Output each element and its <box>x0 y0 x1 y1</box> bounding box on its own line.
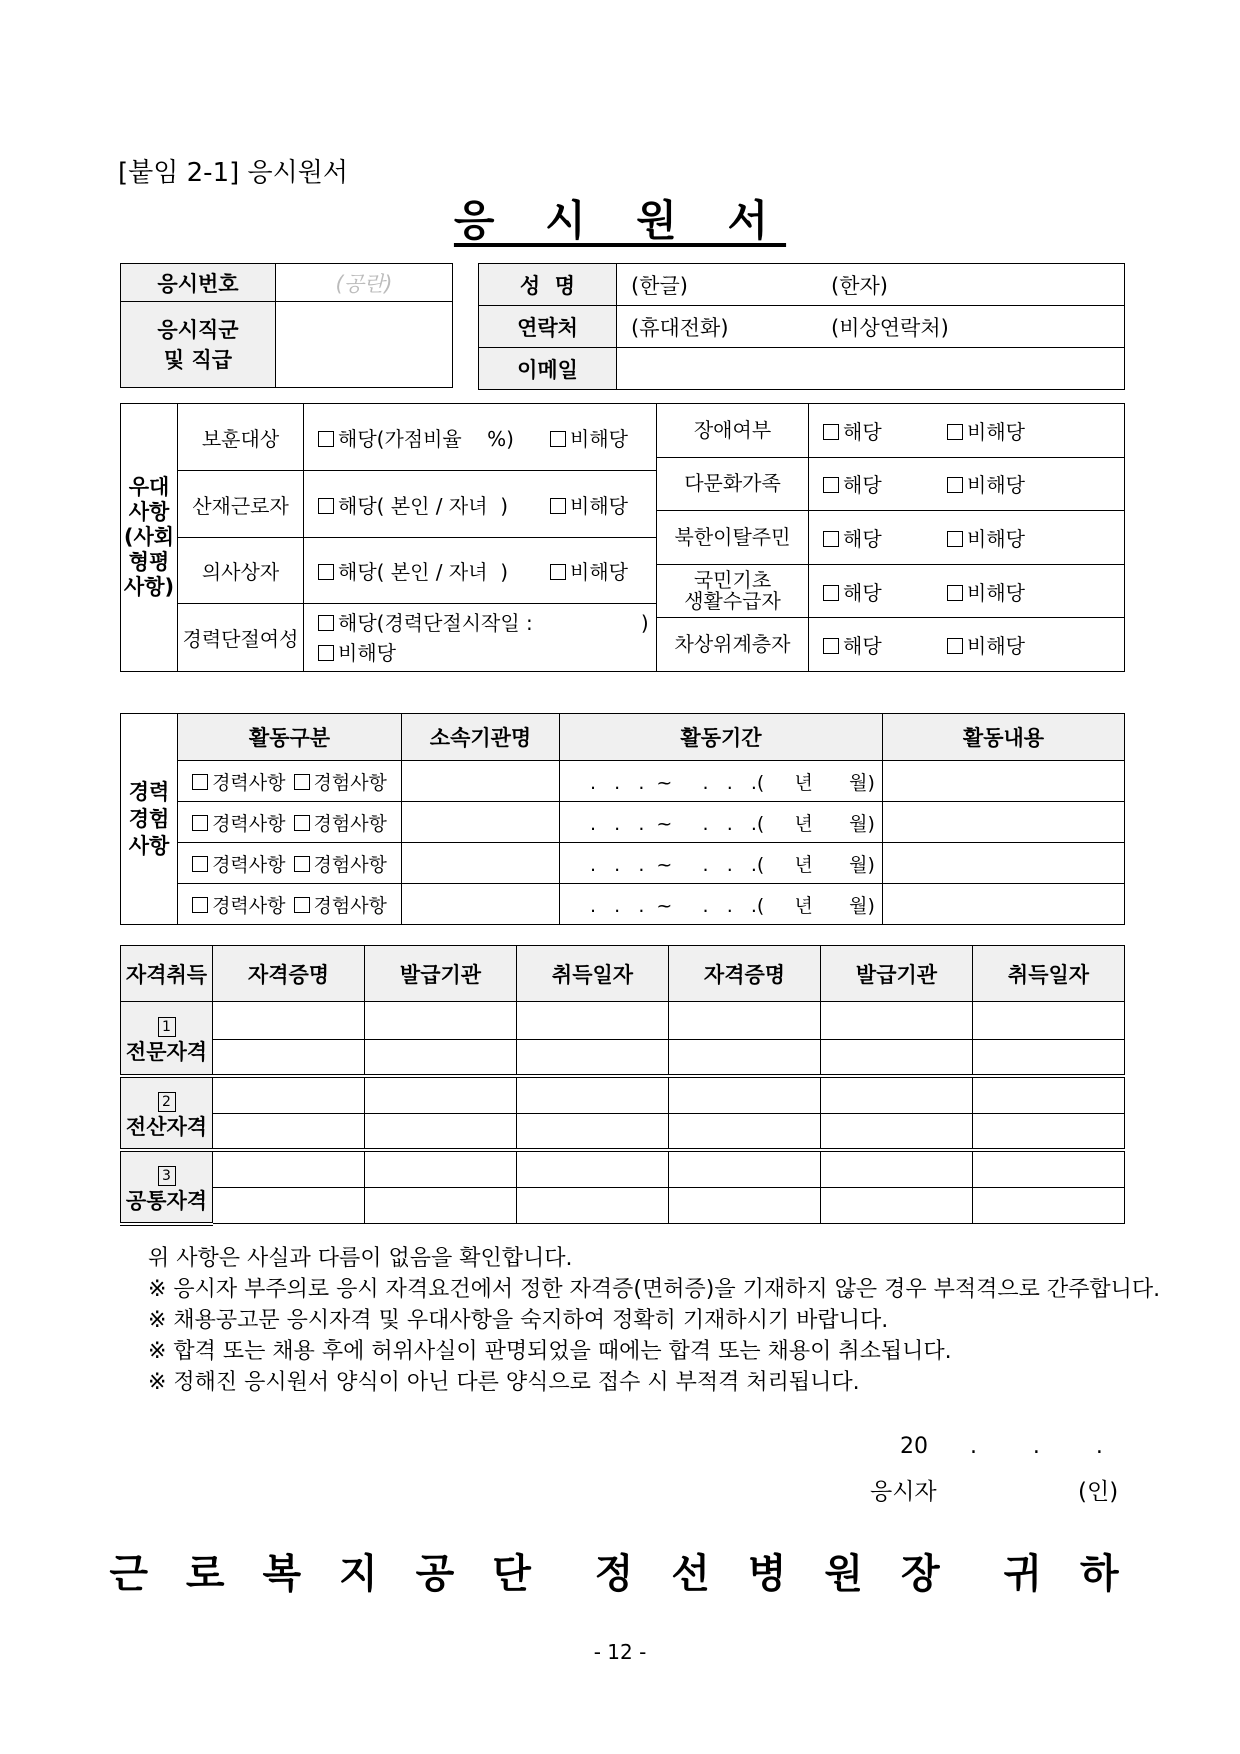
qualification-field[interactable] <box>517 1002 669 1040</box>
preference-left-options <box>304 604 657 672</box>
preference-right-label: 북한이탈주민 <box>657 511 809 565</box>
qualification-header: 취득일자 <box>517 946 669 1002</box>
qualification-field[interactable] <box>517 1114 669 1150</box>
qualification-field[interactable] <box>365 1002 517 1040</box>
checkbox-icon[interactable] <box>947 477 963 493</box>
career-row <box>121 884 1125 925</box>
career-option[interactable] <box>192 768 285 795</box>
applicable-option-label: 해당 <box>843 473 882 498</box>
period-field[interactable]: . . . ~ . . .( 년 월) <box>560 761 883 802</box>
organization-field[interactable] <box>402 843 560 884</box>
organization-field[interactable] <box>402 761 560 802</box>
qualification-table <box>120 945 1125 1226</box>
contact-mobile: (휴대전화) <box>631 315 729 340</box>
preference-side-label: 우대 사항 (사회 형평 사항) <box>121 404 178 672</box>
exam-no-field[interactable]: (공란) <box>276 264 453 302</box>
page-title-wrap <box>0 188 1240 248</box>
contact-field[interactable] <box>617 306 1125 348</box>
checkbox-icon[interactable] <box>823 531 839 547</box>
preference-table-right <box>656 403 1125 672</box>
applicable-option[interactable] <box>823 630 947 659</box>
applicable-option-label: 해당(경력단절시작일 : ) <box>338 610 649 635</box>
checkbox-icon[interactable] <box>294 774 310 790</box>
qualification-field[interactable] <box>821 1040 973 1076</box>
qualification-field[interactable] <box>517 1150 669 1188</box>
email-field[interactable] <box>617 348 1125 390</box>
qualification-field[interactable] <box>669 1076 821 1114</box>
checkbox-icon[interactable] <box>550 564 566 580</box>
qualification-field[interactable] <box>365 1188 517 1224</box>
preference-right-options <box>809 457 1125 511</box>
email-label: 이메일 <box>479 348 617 390</box>
seal-label: (인) <box>1078 1479 1119 1505</box>
applicable-option[interactable] <box>823 577 947 606</box>
qualification-field[interactable] <box>365 1040 517 1076</box>
qualification-field[interactable] <box>973 1114 1125 1150</box>
qualification-field[interactable] <box>973 1002 1125 1040</box>
activity-content-field[interactable] <box>883 802 1125 843</box>
experience-option[interactable] <box>294 768 387 795</box>
preference-right-label: 차상위계층자 <box>657 618 809 672</box>
checkbox-icon[interactable] <box>823 585 839 601</box>
qualification-field[interactable] <box>365 1150 517 1188</box>
career-option-label: 경력사항 <box>212 853 286 876</box>
qualification-field[interactable] <box>669 1188 821 1224</box>
preference-left-label: 경력단절여성 <box>178 604 304 672</box>
experience-option[interactable] <box>294 891 387 918</box>
preference-left-options <box>304 471 657 538</box>
name-korean: (한글) <box>631 273 688 298</box>
qualification-header: 자격증명 <box>213 946 365 1002</box>
preference-right-options <box>809 564 1125 618</box>
qualification-field[interactable] <box>213 1076 365 1114</box>
qualification-field[interactable] <box>213 1150 365 1188</box>
qualification-field[interactable] <box>517 1040 669 1076</box>
experience-option[interactable] <box>294 850 387 877</box>
applicable-option[interactable] <box>318 608 649 638</box>
not-applicable-option-label: 비해당 <box>338 640 396 665</box>
period-field[interactable]: . . . ~ . . .( 년 월) <box>560 884 883 925</box>
applicable-option-label: 해당 <box>843 526 882 551</box>
not-applicable-option-label: 비해당 <box>967 580 1025 605</box>
not-applicable-option-label: 비해당 <box>570 560 628 584</box>
qualification-field[interactable] <box>213 1114 365 1150</box>
notes-block <box>148 1243 1160 1398</box>
experience-option-label: 경험사항 <box>313 812 387 835</box>
qualification-field[interactable] <box>973 1076 1125 1114</box>
qualification-group-label <box>121 1002 213 1076</box>
preference-left-label: 산재근로자 <box>178 471 304 538</box>
applicable-option-label: 해당( 본인 / 자녀 ) <box>338 560 509 584</box>
preference-right-options <box>809 404 1125 458</box>
job-label-line2: 및 직급 <box>163 347 233 372</box>
qualification-field[interactable] <box>517 1188 669 1224</box>
qualification-field[interactable] <box>669 1002 821 1040</box>
career-option-label: 경력사항 <box>212 771 286 794</box>
not-applicable-option-label: 비해당 <box>570 426 628 451</box>
qualification-field[interactable] <box>213 1002 365 1040</box>
qualification-header: 발급기관 <box>365 946 517 1002</box>
qualification-field[interactable] <box>973 1040 1125 1076</box>
qualification-field[interactable] <box>821 1114 973 1150</box>
career-option[interactable] <box>192 850 285 877</box>
name-field[interactable] <box>617 264 1125 306</box>
checkbox-icon[interactable] <box>294 897 310 913</box>
organization-field[interactable] <box>402 884 560 925</box>
activity-content-field[interactable] <box>883 761 1125 802</box>
not-applicable-option[interactable] <box>947 523 1025 552</box>
checkbox-icon[interactable] <box>947 424 963 440</box>
qualification-field[interactable] <box>365 1114 517 1150</box>
experience-option-label: 경험사항 <box>313 853 387 876</box>
checkbox-icon[interactable] <box>823 638 839 654</box>
qualification-field[interactable] <box>669 1114 821 1150</box>
exam-no-label: 응시번호 <box>121 264 276 302</box>
career-header: 활동내용 <box>883 714 1125 761</box>
experience-option[interactable] <box>294 809 387 836</box>
checkbox-icon[interactable] <box>318 615 334 631</box>
applicable-option[interactable] <box>823 523 947 552</box>
signer-label: 응시자 <box>870 1479 937 1505</box>
not-applicable-option[interactable] <box>318 638 396 668</box>
period-field[interactable]: . . . ~ . . .( 년 월) <box>560 843 883 884</box>
not-applicable-option[interactable] <box>550 490 628 519</box>
not-applicable-option[interactable] <box>947 469 1025 498</box>
applicable-option[interactable] <box>318 490 550 519</box>
activity-type-cell <box>178 802 402 843</box>
qualification-field[interactable] <box>973 1150 1125 1188</box>
checkbox-icon[interactable] <box>550 498 566 514</box>
experience-option-label: 경험사항 <box>313 771 387 794</box>
activity-type-cell <box>178 884 402 925</box>
qualification-field[interactable] <box>365 1076 517 1114</box>
checkbox-icon[interactable] <box>192 815 208 831</box>
not-applicable-option[interactable] <box>947 416 1025 445</box>
career-option[interactable] <box>192 891 285 918</box>
qualification-group-label <box>121 1150 213 1224</box>
checkbox-icon[interactable] <box>192 774 208 790</box>
preference-left-label: 의사상자 <box>178 538 304 604</box>
checkbox-icon[interactable] <box>192 856 208 872</box>
experience-option-label: 경험사항 <box>313 894 387 917</box>
not-applicable-option-label: 비해당 <box>967 634 1025 659</box>
career-side-label: 경력 경험 사항 <box>121 714 178 925</box>
checkbox-icon[interactable] <box>294 856 310 872</box>
applicable-option-label: 해당(가점비율 %) <box>338 426 514 451</box>
qualification-header-label: 자격취득 <box>121 946 213 1002</box>
qualification-group-label <box>121 1076 213 1150</box>
career-header: 소속기관명 <box>402 714 560 761</box>
career-row <box>121 843 1125 884</box>
name-hanja: (한자) <box>831 273 888 298</box>
career-table <box>120 713 1125 925</box>
qualification-field[interactable] <box>669 1150 821 1188</box>
career-option[interactable] <box>192 809 285 836</box>
personal-info-table <box>478 263 1125 390</box>
qualification-field[interactable] <box>821 1076 973 1114</box>
preference-left-options <box>304 538 657 604</box>
not-applicable-option[interactable] <box>947 577 1025 606</box>
preference-right-label: 국민기초 생활수급자 <box>657 564 809 618</box>
not-applicable-option-label: 비해당 <box>967 473 1025 498</box>
qualification-header: 취득일자 <box>973 946 1125 1002</box>
checkbox-icon[interactable] <box>823 477 839 493</box>
qualification-field[interactable] <box>213 1188 365 1224</box>
addressee: 근 로 복 지 공 단 정 선 병 원 장 귀 하 <box>109 1551 1131 1597</box>
group-name: 전산자격 <box>125 1114 208 1139</box>
qualification-field[interactable] <box>517 1076 669 1114</box>
career-header: 활동기간 <box>560 714 883 761</box>
checkbox-icon[interactable] <box>318 645 334 661</box>
qualification-field[interactable] <box>973 1188 1125 1224</box>
activity-type-cell <box>178 761 402 802</box>
checkbox-icon[interactable] <box>318 431 334 447</box>
exam-info-table <box>120 263 453 388</box>
not-applicable-option[interactable] <box>947 630 1025 659</box>
qualification-field[interactable] <box>669 1040 821 1076</box>
checkbox-icon[interactable] <box>318 498 334 514</box>
page-title: 응 시 원 서 <box>453 196 787 245</box>
not-applicable-option[interactable] <box>550 556 628 585</box>
qualification-header: 자격증명 <box>669 946 821 1002</box>
career-row <box>121 761 1125 802</box>
job-field[interactable] <box>276 302 453 388</box>
applicable-option-label: 해당 <box>843 580 882 605</box>
not-applicable-option-label: 비해당 <box>570 493 628 518</box>
career-row <box>121 802 1125 843</box>
career-option-label: 경력사항 <box>212 812 286 835</box>
applicable-option[interactable] <box>823 469 947 498</box>
not-applicable-option-label: 비해당 <box>967 526 1025 551</box>
note-confirm: 위 사항은 사실과 다름이 없음을 확인합니다. <box>148 1246 573 1271</box>
applicable-option[interactable] <box>823 416 947 445</box>
preference-table-left <box>120 403 657 672</box>
applicable-option-label: 해당( 본인 / 자녀 ) <box>338 493 509 518</box>
group-name: 공통자격 <box>125 1188 208 1213</box>
career-option-label: 경력사항 <box>212 894 286 917</box>
group-name: 전문자격 <box>125 1039 208 1064</box>
qualification-header: 발급기관 <box>821 946 973 1002</box>
note-4: ※ 정해진 응시원서 양식이 아닌 다른 양식으로 접수 시 부적격 처리됩니다. <box>148 1370 860 1395</box>
qualification-field[interactable] <box>213 1040 365 1076</box>
preference-left-options <box>304 404 657 471</box>
contact-label: 연락처 <box>479 306 617 348</box>
qualification-field[interactable] <box>821 1002 973 1040</box>
job-label <box>121 302 276 388</box>
applicable-option-label: 해당 <box>843 634 882 659</box>
applicable-option[interactable] <box>318 423 550 452</box>
number-box-icon: 3 <box>158 1166 176 1186</box>
applicable-option[interactable] <box>318 556 550 585</box>
activity-type-cell <box>178 843 402 884</box>
period-field[interactable]: . . . ~ . . .( 년 월) <box>560 802 883 843</box>
checkbox-icon[interactable] <box>947 531 963 547</box>
preference-right-label: 장애여부 <box>657 404 809 458</box>
checkbox-icon[interactable] <box>192 897 208 913</box>
checkbox-icon[interactable] <box>947 585 963 601</box>
contact-emergency: (비상연락처) <box>831 315 949 340</box>
page-number: - 12 - <box>593 1640 647 1664</box>
note-1: ※ 응시자 부주의로 응시 자격요건에서 정한 자격증(면허증)을 기재하지 않은 경우 부적격으로 간주합니다. <box>148 1277 1161 1302</box>
not-applicable-option-label: 비해당 <box>967 419 1025 444</box>
number-box-icon: 1 <box>158 1017 176 1037</box>
note-2: ※ 채용공고문 응시자격 및 우대사항을 숙지하여 정확히 기재하시기 바랍니다. <box>148 1308 889 1333</box>
organization-field[interactable] <box>402 802 560 843</box>
checkbox-icon[interactable] <box>550 431 566 447</box>
checkbox-icon[interactable] <box>823 424 839 440</box>
checkbox-icon[interactable] <box>318 564 334 580</box>
not-applicable-option[interactable] <box>550 423 628 452</box>
qualification-field[interactable] <box>821 1150 973 1188</box>
number-box-icon: 2 <box>158 1092 176 1112</box>
checkbox-icon[interactable] <box>947 638 963 654</box>
preference-right-options <box>809 511 1125 565</box>
checkbox-icon[interactable] <box>294 815 310 831</box>
applicable-option-label: 해당 <box>843 419 882 444</box>
preference-right-label: 다문화가족 <box>657 457 809 511</box>
career-header: 활동구분 <box>178 714 402 761</box>
note-3: ※ 합격 또는 채용 후에 허위사실이 판명되었을 때에는 합격 또는 채용이 취소됩니다. <box>148 1339 952 1364</box>
name-label: 성 명 <box>479 264 617 306</box>
attachment-label: [붙임 2-1] 응시원서 <box>118 158 348 188</box>
activity-content-field[interactable] <box>883 884 1125 925</box>
date-line: 20 . . . <box>900 1434 1103 1459</box>
preference-right-options <box>809 618 1125 672</box>
activity-content-field[interactable] <box>883 843 1125 884</box>
preference-left-label: 보훈대상 <box>178 404 304 471</box>
qualification-field[interactable] <box>821 1188 973 1224</box>
job-label-line1: 응시직군 <box>157 317 239 342</box>
